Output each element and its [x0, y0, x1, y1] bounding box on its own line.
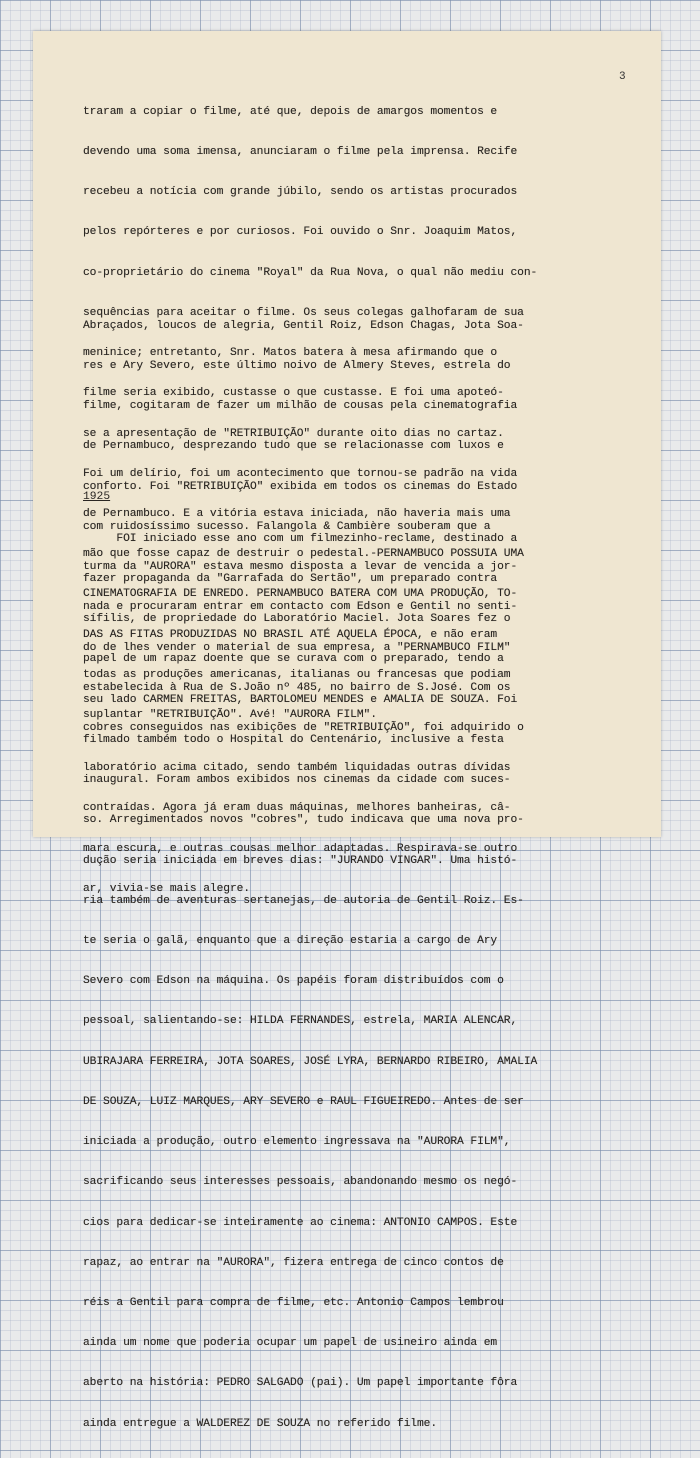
text-line: DAS AS FITAS PRODUZIDAS NO BRASIL ATÉ AQUELA ÉPOCA, e não eram [83, 628, 498, 641]
text-line: Foi um delírio, foi um acontecimento que tornou-se padrão na vida [83, 467, 518, 480]
text-line: mara escura, e outras cousas melhor adaptadas. Respirava-se outro [83, 842, 518, 855]
text-line: ainda um nome que poderia ocupar um papel de usineiro ainda em [83, 1337, 498, 1350]
text-line: com ruidosíssimo sucesso. Falangola & Cambière souberam que a [83, 520, 491, 533]
text-line: sífilis, de propriedade do Laboratório Maciel. Jota Soares fez o [83, 613, 511, 626]
text-line: CINEMATOGRAFIA DE ENREDO. PERNAMBUCO BATERA COM UMA PRODUÇÃO, TO- [83, 588, 518, 601]
text-line: pessoal, salientando-se: HILDA FERNANDES, estrela, MARIA ALENCAR, [83, 1015, 518, 1028]
text-line: co-proprietário do cinema "Royal" da Rua Nova, o qual não mediu con- [83, 266, 538, 279]
text-line: Severo com Edson na máquina. Os papéis foram distribuídos com o [83, 975, 504, 988]
text-line: cobres conseguidos nas exibições de "RETRIBUIÇÃO", foi adquirido o [83, 722, 524, 734]
text-line: FOI iniciado esse ano com um filmezinho-reclame, destinado a [83, 532, 518, 545]
text-line: recebeu a notícia com grande júbilo, sendo os artistas procurados [83, 186, 518, 199]
text-line: de Pernambuco. E a vitória estava iniciada, não haveria mais uma [83, 508, 511, 520]
text-line: estabelecida à Rua de S.João nº 485, no bairro de S.José. Com os [83, 681, 511, 694]
year-heading: 1925 [83, 491, 111, 503]
text-line: do de lhes vender o material de sua empresa, a "PERNAMBUCO FILM" [83, 641, 511, 654]
text-line: Abraçados, loucos de alegria, Gentil Roiz, Edson Chagas, Jota Soa- [83, 319, 524, 332]
text-line: res e Ary Severo, este último noivo de Almery Steves, estrela do [83, 360, 511, 373]
text-line: de Pernambuco, desprezando tudo que se relacionasse com luxos e [83, 440, 504, 453]
text-line: cios para dedicar-se inteiramente ao cinema: ANTONIO CAMPOS. Este [83, 1216, 518, 1229]
text-line: se a apresentação de "RETRIBUIÇÃO" durante oito dias no cartaz. [83, 427, 504, 440]
text-line: te seria o galã, enquanto que a direção estaria a cargo de Ary [83, 935, 498, 947]
text-line: rapaz, ao entrar na "AURORA", fizera entrega de cinco contos de [83, 1256, 504, 1269]
text-line: filmado também todo o Hospital do Centenário, inclusive a festa [83, 733, 504, 746]
text-line: turma da "AURORA" estava mesmo disposta a levar de vencida a jor- [83, 561, 518, 574]
text-line: ar, vivia-se mais alegre. [83, 882, 250, 895]
text-line: réis a Gentil para compra de filme, etc. Antonio Campos lembrou [83, 1296, 504, 1309]
text-line: meninice; entretanto, Snr. Matos batera à mesa afirmando que o [83, 347, 498, 360]
text-line: sequências para aceitar o filme. Os seus colegas galhofaram de sua [83, 306, 524, 319]
text-line: papel de um rapaz doente que se curava com o preparado, tendo a [83, 653, 504, 666]
text-line: todas as produções americanas, italianas ou francesas que podiam [83, 668, 511, 681]
text-line: sacrificando seus interesses pessoais, abandonando mesmo os negó- [83, 1176, 518, 1189]
text-line: pelos repórteres e por curiosos. Foi ouvido o Snr. Joaquim Matos, [83, 226, 518, 239]
text-line: laboratório acima citado, sendo também liquidadas outras dívidas [83, 762, 511, 775]
text-line: mão que fosse capaz de destruir o pedestal.-PERNAMBUCO POSSUIA UMA [83, 548, 524, 561]
text-line: seu lado CARMEN FREITAS, BARTOLOMEU MENDES e AMALIA DE SOUZA. Foi [83, 693, 518, 706]
text-line: conforto. Foi "RETRIBUIÇÃO" exibida em todos os cinemas do Estado [83, 480, 518, 493]
text-line: fazer propaganda da "Garrafada do Sertão", um preparado contra [83, 573, 498, 586]
text-line: so. Arregimentados novos "cobres", tudo indicava que uma nova pro- [83, 814, 524, 827]
text-line: suplantar "RETRIBUIÇÃO". Avé! "AURORA FILM". [83, 709, 377, 722]
text-line: aberto na história: PEDRO SALGADO (pai). Um papel importante fôra [83, 1377, 518, 1390]
paragraph-3 [83, 506, 643, 1458]
text-line: UBIRAJARA FERREIRA, JOTA SOARES, JOSÉ LYRA, BERNARDO RIBEIRO, AMALIA [83, 1055, 538, 1068]
text-line: ria também de aventuras sertanejas, de autoria de Gentil Roiz. Es- [83, 894, 524, 907]
text-line: ainda entregue a WALDEREZ DE SOUZA no referido filme. [83, 1417, 437, 1430]
text-line: dução seria iniciada em breves dias: "JURANDO VINGAR". Uma histó- [83, 854, 518, 867]
text-line: DE SOUZA, LUIZ MARQUES, ARY SEVERO e RAUL FIGUEIREDO. Antes de ser [83, 1095, 524, 1108]
text-line: traram a copiar o filme, até que, depois de amargos momentos e [83, 105, 498, 118]
text-line: contraídas. Agora já eram duas máquinas, melhores banheiras, câ- [83, 802, 511, 815]
page-number: 3 [619, 71, 626, 83]
text-line: nada e procuraram entrar em contacto com Edson e Gentil no senti- [83, 601, 518, 614]
text-line: iniciada a produção, outro elemento ingressava na "AURORA FILM", [83, 1136, 511, 1149]
text-line: filme seria exibido, custasse o que custasse. E foi uma apoteó- [83, 387, 504, 400]
typewritten-page [33, 31, 661, 1430]
text-line: devendo uma soma imensa, anunciaram o filme pela imprensa. Recife [83, 146, 518, 159]
text-line: filme, cogitaram de fazer um milhão de cousas pela cinematografia [83, 400, 518, 413]
text-line: inaugural. Foram ambos exibidos nos cinemas da cidade com suces- [83, 774, 511, 787]
